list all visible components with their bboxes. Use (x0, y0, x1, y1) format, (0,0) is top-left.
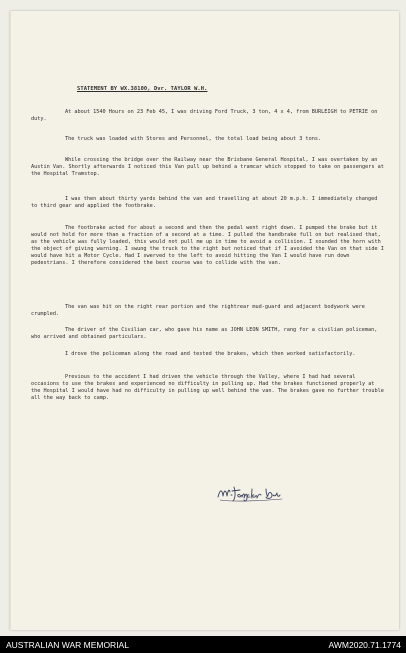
paragraph-9: Previous to the accident I had driven the vehicle through the Valley, where I had had several occasions to use the brakes and experienced no difficulty in pulling up. Had the brakes functioned properly at the Hospital I would have had no difficulty in pulling up well behind the van. The brakes gave no further trouble all the way back to camp. (31, 374, 384, 402)
paragraph-1: At about 1540 Hours on 23 Feb 45, I was driving Ford Truck, 3 ton, 4 x 4, from BURLEIGH to PETRIE on duty. (31, 109, 378, 123)
archive-footer-bar (0, 636, 406, 653)
paragraph-2: The truck was loaded with Stores and Personnel, the total load being about 3 tons. (65, 136, 322, 142)
paragraph-5: The footbrake acted for about a second and then the pedal went right down. I pumped the brake but it would not hold for more than a fraction of a second at a time. I pulled the handbrake full on but realised that, as the vehicle was fully loaded, this would not pull me up in time to avoid a collision. I sounded the horn with the object of giving warning. I swung the truck to the right but noticed that if I avoided the Van on that side I would have hit a Motor Cycle. Had I swerved to the left to avoid hitting the Van I would have run down pedestrians. I therefore considered the best course was to collide with the van. (31, 225, 384, 267)
handwritten-signature (216, 483, 296, 505)
document-page (10, 11, 399, 630)
footer-accession-number: AWM2020.71.1774 (328, 640, 401, 650)
footer-institution: AUSTRALIAN WAR MEMORIAL (6, 640, 129, 650)
statement-title: STATEMENT BY WX.38100, Dvr. TAYLOR W.H. (77, 86, 208, 92)
paragraph-7: The driver of the Civilian car, who gave his name as JOHN LEON SMITH, rang for a civilian policeman, who arrived and obtained particulars. (31, 327, 378, 341)
paragraph-6: The van was hit on the right rear portion and the rightrear mud-guard and adjacent bodywork were crumpled. (31, 304, 365, 318)
paragraph-3: While crossing the bridge over the Railway near the Brisbane General Hospital, I was overtaken by an Austin Van. Shortly afterwards I noticed this Van pull up behind a tramcar which stopped to take on passengers at the Hospital Tramstop. (31, 157, 384, 178)
paragraph-4: I was then about thirty yards behind the van and travelling at about 20 m.p.h. I immediately changed to third gear and applied the footbrake. (31, 196, 378, 210)
paragraph-8: I drove the policeman along the road and tested the brakes, which then worked satisfactorily. (65, 351, 356, 357)
